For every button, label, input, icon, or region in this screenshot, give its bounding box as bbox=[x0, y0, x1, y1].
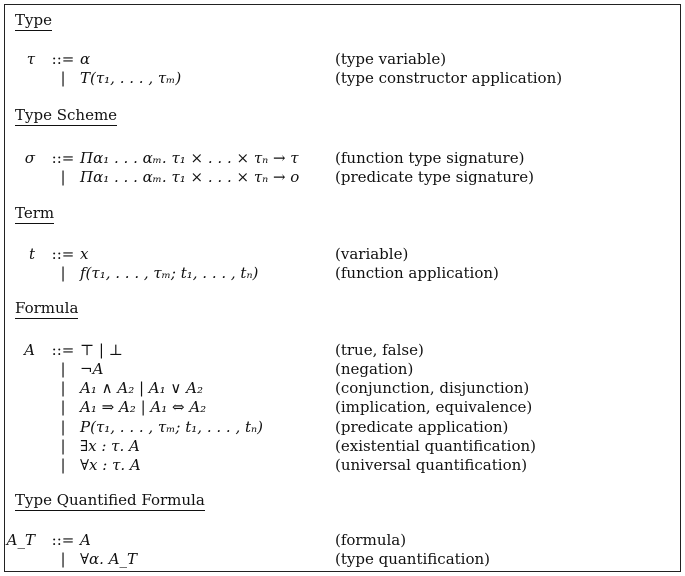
production-rhs: P(τ₁, . . . , τₘ; t₁, . . . , tₙ) bbox=[80, 418, 263, 436]
section-term bbox=[15, 204, 54, 224]
grammar-row bbox=[5, 398, 665, 418]
section-formula bbox=[15, 299, 78, 319]
production-description: (implication, equivalence) bbox=[335, 398, 533, 416]
production-rhs: α bbox=[80, 50, 91, 68]
production-operator: ::= bbox=[51, 50, 75, 68]
production-operator: | bbox=[60, 264, 66, 282]
section-title: Type Quantified Formula bbox=[15, 491, 205, 509]
production-rhs: x bbox=[80, 245, 89, 263]
production-operator: | bbox=[60, 69, 66, 87]
production-description: (variable) bbox=[335, 245, 409, 263]
grammar-row bbox=[5, 379, 665, 399]
production-rhs: Πα₁ . . . αₘ. τ₁ × . . . × τₙ → o bbox=[80, 168, 300, 186]
production-operator: | bbox=[60, 379, 66, 397]
production-rhs: f(τ₁, . . . , τₘ; t₁, . . . , tₙ) bbox=[80, 264, 259, 282]
grammar-figure bbox=[4, 4, 681, 572]
production-rhs: ∀α. A_T bbox=[80, 550, 138, 568]
production-description: (type variable) bbox=[335, 50, 447, 68]
section-type-quantified-formula bbox=[15, 491, 205, 511]
production-description: (predicate type signature) bbox=[335, 168, 534, 186]
production-operator: | bbox=[60, 550, 66, 568]
production-operator: ::= bbox=[51, 341, 75, 359]
grammar-row bbox=[5, 437, 665, 457]
grammar-row bbox=[5, 245, 665, 265]
production-operator: ::= bbox=[51, 245, 75, 263]
production-rhs: A bbox=[80, 531, 91, 549]
production-rhs: ¬A bbox=[80, 360, 104, 378]
grammar-row bbox=[5, 149, 665, 169]
production-description: (conjunction, disjunction) bbox=[335, 379, 530, 397]
production-description: (type quantification) bbox=[335, 550, 491, 568]
grammar-row bbox=[5, 341, 665, 361]
production-rhs: ∀x : τ. A bbox=[80, 456, 141, 474]
production-rhs: ∃x : τ. A bbox=[80, 437, 140, 455]
grammar-row bbox=[5, 531, 665, 551]
section-type-scheme bbox=[15, 106, 117, 126]
production-rhs: A₁ ∧ A₂ | A₁ ∨ A₂ bbox=[80, 379, 204, 397]
production-description: (negation) bbox=[335, 360, 414, 378]
production-rhs: ⊤ | ⊥ bbox=[80, 341, 123, 359]
grammar-row bbox=[5, 50, 665, 70]
production-rhs: A₁ ⇒ A₂ | A₁ ⇔ A₂ bbox=[80, 398, 207, 416]
grammar-row bbox=[5, 550, 665, 570]
nonterminal-symbol: A bbox=[24, 341, 35, 359]
production-rhs: Πα₁ . . . αₘ. τ₁ × . . . × τₙ → τ bbox=[80, 149, 299, 167]
section-type bbox=[15, 11, 52, 31]
production-description: (true, false) bbox=[335, 341, 424, 359]
production-operator: | bbox=[60, 398, 66, 416]
nonterminal-symbol: t bbox=[28, 245, 35, 263]
production-operator: ::= bbox=[51, 149, 75, 167]
section-title: Term bbox=[15, 204, 55, 222]
grammar-row bbox=[5, 360, 665, 380]
section-title: Formula bbox=[15, 299, 79, 317]
grammar-row bbox=[5, 456, 665, 476]
nonterminal-symbol: A_T bbox=[6, 531, 35, 549]
production-description: (function application) bbox=[335, 264, 499, 282]
production-operator: | bbox=[60, 360, 66, 378]
production-operator: | bbox=[60, 168, 66, 186]
nonterminal-symbol: τ bbox=[26, 50, 35, 68]
production-description: (universal quantification) bbox=[335, 456, 528, 474]
section-title: Type bbox=[15, 11, 52, 29]
production-description: (formula) bbox=[335, 531, 407, 549]
grammar-row bbox=[5, 418, 665, 438]
production-operator: ::= bbox=[51, 531, 75, 549]
grammar-row bbox=[5, 168, 665, 188]
production-description: (type constructor application) bbox=[335, 69, 563, 87]
production-rhs: T(τ₁, . . . , τₘ) bbox=[80, 69, 182, 87]
nonterminal-symbol: σ bbox=[24, 149, 35, 167]
production-operator: | bbox=[60, 456, 66, 474]
section-title: Type Scheme bbox=[15, 106, 118, 124]
production-description: (existential quantification) bbox=[335, 437, 536, 455]
grammar-row bbox=[5, 69, 665, 89]
production-operator: | bbox=[60, 437, 66, 455]
production-description: (function type signature) bbox=[335, 149, 525, 167]
grammar-row bbox=[5, 264, 665, 284]
production-description: (predicate application) bbox=[335, 418, 509, 436]
production-operator: | bbox=[60, 418, 66, 436]
